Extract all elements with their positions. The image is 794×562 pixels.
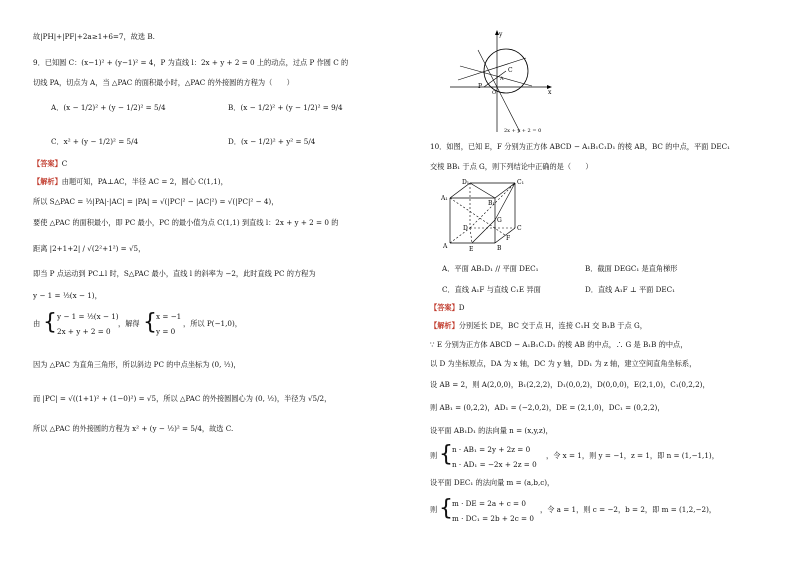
system1-result: ，令 x = 1，则 y = −1，z = 1，即 n = (1,−1,1)， <box>546 451 719 460</box>
q9-option-c: C．x² + (y − 1/2)² = 5/4 <box>51 137 139 146</box>
y-label: y <box>499 31 503 38</box>
line-label: 2x + y + 2 = 0 <box>504 128 542 134</box>
system-brace: { <box>43 310 57 335</box>
q10-analysis-line5: 则 AB₁ = (0,2,2)，AD₁ = (−2,0,2)，DE = (2,1,0)，DC₁ = (0,2,2)， <box>430 403 665 412</box>
q10-option-d: D．直线 A₁F ⊥ 平面 DEC₁ <box>585 285 676 294</box>
segment-de <box>470 228 472 243</box>
c-label: C <box>508 67 513 74</box>
q9-analysis-line1 <box>33 178 228 185</box>
label-b1: B₁ <box>488 200 495 207</box>
label-d1: D₁ <box>462 179 470 186</box>
q10-system1-prefix: 则 <box>430 451 438 460</box>
analysis-tag: 【解析】 <box>430 321 459 330</box>
system1-brace: { <box>439 442 453 467</box>
circle-tangent-figure <box>440 28 555 138</box>
system1-eq1: n · AB₁ = 2y + 2z = 0 <box>452 445 531 454</box>
system-solve: ，解得 <box>118 319 140 328</box>
q10-system2-prefix: 则 <box>430 505 438 514</box>
q10-analysis-line2: ∵ E 分别为正方体 ABCD − A₁B₁C₁D₁ 的棱 AB 的中点，∴ G 是 B₁B 的中点， <box>430 340 688 349</box>
q9-option-b: B．(x − 1/2)² + (y − 1/2)² = 9/4 <box>228 103 343 112</box>
q9-analysis-line10: 所以 △PAC 的外接圆的方程为 x² + (y − ½)² = 5/4，故选 C. <box>33 424 234 433</box>
segment-gc1 <box>495 183 515 220</box>
q9-system-line <box>33 320 40 327</box>
q10-stem-line2: 交棱 BB₁ 于点 G，则下列结论中正确的是（ ） <box>430 162 593 171</box>
label-f: F <box>506 235 511 242</box>
system-eq2: 2x + y + 2 = 0 <box>57 327 111 336</box>
label-g: G <box>497 217 502 224</box>
intro-line: 故|PH|+|PF|+2a≥1+6=7，故选 B. <box>33 32 155 41</box>
segment-d1b1 <box>470 183 495 198</box>
q9-analysis-line4: 距离 |2+1+2| / √(2²+1²) = √5， <box>33 244 146 253</box>
q9-analysis-line8: 因为 △PAC 为直角三角形，所以斜边 PC 的中点坐标为 (0, ½)， <box>33 360 241 369</box>
analysis-text: 分别延长 DE，BC 交于点 H，连接 C₁H 交 B₁B 于点 G， <box>458 321 647 330</box>
q10-stem-line1: 10．如图，已知 E，F 分别为正方体 ABCD − A₁B₁C₁D₁ 的棱 AB，BC 的中点，平面 DEC₁ <box>430 142 730 151</box>
solution-y: y = 0 <box>156 327 176 336</box>
label-d: D <box>463 225 468 232</box>
label-e: E <box>469 246 474 253</box>
solution-x: x = −1 <box>156 312 182 321</box>
edge-b1c1 <box>495 183 515 198</box>
analysis-tag: 【解析】 <box>33 177 62 186</box>
line-l <box>478 50 520 132</box>
q10-analysis-line8: 设平面 DEC₁ 的法向量 m = (a,b,c)， <box>430 478 555 487</box>
q10-option-b: B．截面 DEGC₁ 是直角梯形 <box>585 264 678 273</box>
answer-tag: 【答案】 <box>33 159 62 168</box>
system-prefix: 由 <box>33 319 41 328</box>
q10-option-a: A．平面 AB₁D₁ // 平面 DEC₁ <box>442 264 539 273</box>
q9-analysis-line2: 所以 S△PAC = ½|PA|·|AC| = |PA| = √(|PC|² − |AC|²) = √(|PC|² − 4)， <box>33 197 279 206</box>
q9-analysis-line6: y − 1 = ½(x − 1)， <box>33 291 102 300</box>
segment-eg <box>472 220 495 243</box>
origin-label: O <box>492 90 497 96</box>
q9-answer <box>33 160 67 167</box>
q10-analysis-line3: 以 D 为坐标原点，DA 为 x 轴，DC 为 y 轴，DD₁ 为 z 轴，建立空间直角坐标系， <box>430 359 697 368</box>
cube-figure <box>440 178 530 256</box>
analysis-text: 由题可知，PA⊥AC，半径 AC = 2，圆心 C(1,1)， <box>61 177 228 186</box>
x-label: x <box>548 89 552 96</box>
answer-value: C <box>61 159 68 168</box>
q10-option-c: C．直线 A₁F 与直线 C₁E 异面 <box>442 285 541 294</box>
label-a: A <box>443 243 448 250</box>
label-c: C <box>517 225 522 232</box>
q9-analysis-line9: 而 |PC| = √((1+1)² + (1−0)²) = √5，所以 △PAC 的外接圆圆心为 (0, ½)，半径为 √5/2， <box>33 394 332 403</box>
q10-answer <box>430 304 465 311</box>
system1-eq2: n · AD₁ = −2x + 2z = 0 <box>452 460 537 469</box>
label-a1: A₁ <box>441 195 448 202</box>
q9-option-d: D．(x − 1/2)² + y² = 5/4 <box>228 137 316 146</box>
p-label: P <box>478 83 483 90</box>
system2-brace: { <box>439 496 453 521</box>
q9-stem-line1: 9．已知圆 C：(x−1)² + (y−1)² = 4，P 为直线 l：2x + y + 2 = 0 上的动点，过点 P 作圆 C 的 <box>33 58 349 67</box>
label-b: B <box>497 245 502 252</box>
q10-analysis-line1 <box>430 322 647 329</box>
q9-stem-line2: 切线 PA，切点为 A，当 △PAC 的面积最小时，△PAC 的外接圆的方程为（ ） <box>33 78 294 87</box>
solution-point: ，所以 P(−1,0)， <box>183 319 242 328</box>
system-eq1: y − 1 = ½(x − 1) <box>57 312 119 321</box>
q9-option-a: A．(x − 1/2)² + (y − 1/2)² = 5/4 <box>51 103 166 112</box>
a-label: A <box>500 76 504 82</box>
answer-tag: 【答案】 <box>430 303 459 312</box>
answer-value: D <box>458 303 465 312</box>
q10-analysis-line4: 设 AB = 2，则 A(2,0,0)，B₁(2,2,2)，D₁(0,0,2)，D(0,0,0)，E(2,1,0)，C₁(0,2,2)， <box>430 380 710 389</box>
q9-analysis-line5: 即当 P 点运动到 PC⊥l 时，S△PAC 最小，直线 l 的斜率为 −2，此时直线 PC 的方程为 <box>33 269 316 278</box>
solution-brace: { <box>143 310 157 335</box>
system2-result: ，令 a = 1，则 c = −2，b = 2，即 m = (1,2,−2)， <box>540 505 717 514</box>
label-c1: C₁ <box>517 179 524 186</box>
q10-analysis-line6: 设平面 AB₁D₁ 的法向量 n = (x,y,z)， <box>430 426 553 435</box>
system2-eq1: m · DE = 2a + c = 0 <box>452 499 526 508</box>
q9-analysis-line3: 要使 △PAC 的面积最小，即 PC 最小，PC 的最小值为点 C(1,1) 到直线 l：2x + y + 2 = 0 的 <box>33 218 339 227</box>
system2-eq2: m · DC₁ = 2b + 2c = 0 <box>452 514 534 523</box>
